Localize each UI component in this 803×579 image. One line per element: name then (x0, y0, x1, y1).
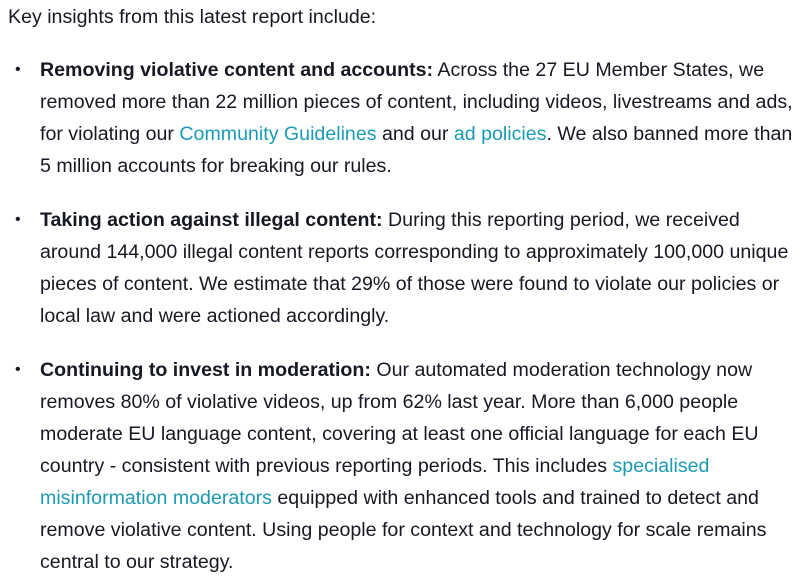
community-guidelines-link[interactable]: Community Guidelines (179, 123, 377, 145)
misinformation-moderators-link[interactable]: specialised misinformation moderators (40, 455, 710, 509)
insight-item-removing-content (8, 54, 803, 182)
insight-text: equipped with enhanced tools and trained to detect and remove violative content. Using people for context and technology for scale remains central to our strategy. (40, 487, 767, 573)
insight-title: Continuing to invest in moderation: (40, 359, 371, 381)
insight-text: During this reporting period, we received around 144,000 illegal content reports corresponding to approximately 100,000 unique pieces of content. We estimate that 29% of those were found to violate our policies or local law and were actioned accordingly. (40, 209, 789, 327)
insight-title: Removing violative content and accounts: (40, 59, 434, 81)
insights-list (8, 54, 803, 578)
intro-paragraph: Key insights from this latest report include: (8, 6, 377, 28)
insight-text: and our (376, 123, 454, 145)
insight-title: Taking action against illegal content: (40, 209, 383, 231)
bullet-icon: • (15, 211, 21, 228)
ad-policies-link[interactable]: ad policies (453, 123, 547, 145)
bullet-icon: • (15, 61, 21, 78)
insight-text: Across the 27 EU Member States, we removed more than 22 million pieces of content, including videos, livestreams and ads, for violating our (40, 59, 793, 145)
insight-text: Our automated moderation technology now removes 80% of violative videos, up from 62% last year. More than 6,000 people moderate EU language content, covering at least one official language for each EU country - consistent with previous reporting periods. This includes (40, 359, 759, 477)
insight-text: . We also banned more than 5 million accounts for breaking our rules. (40, 123, 793, 177)
bullet-icon: • (15, 361, 21, 378)
insight-item-illegal-content (8, 204, 803, 332)
insight-item-moderation (8, 354, 803, 578)
